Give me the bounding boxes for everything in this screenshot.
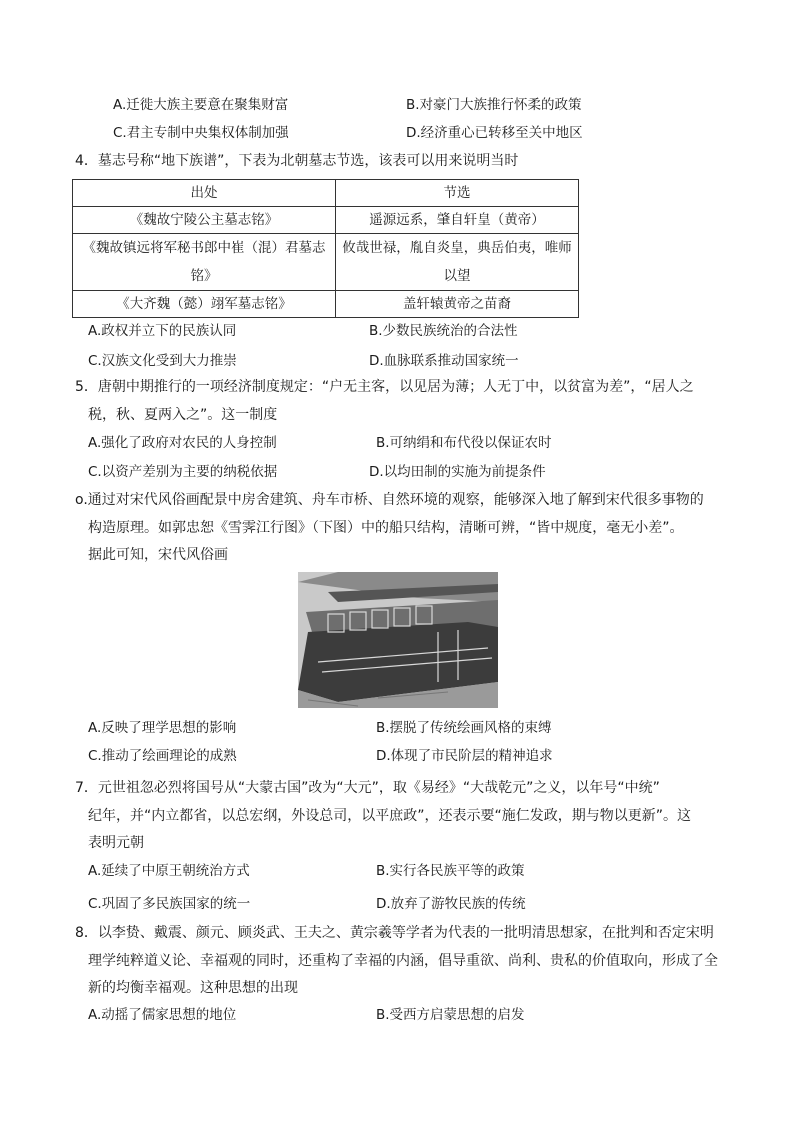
q4-stem: 4．墓志号称“地下族谱”，下表为北朝墓志节选，该表可以用来说明当时	[75, 153, 519, 169]
boat-painting-illustration	[298, 572, 498, 708]
table-header-source: 出处	[73, 180, 336, 207]
q7-stem-line-1: 7．元世祖忽必烈将国号从“大蒙古国”改为“大元”，取《易经》“大哉乾元”之义，以年号“中统”	[75, 780, 660, 796]
q8-stem-line-3: 新的均衡幸福观。这种思想的出现	[88, 980, 298, 996]
q8-stem-line-2: 理学纯粹道义论、幸福观的同时，还重构了幸福的内涵，倡导重欲、尚利、贵私的价值取向，形成了全	[88, 953, 718, 969]
table-cell-source-line-1: 《魏故镇远将军秘书郎中崔（混）君墓志	[82, 240, 326, 256]
q3-option-b: B.对豪门大族推行怀柔的政策	[406, 97, 582, 113]
q6-option-c: C.推动了绘画理论的成熟	[88, 748, 237, 764]
table-cell-excerpt-line-2: 以望	[443, 268, 471, 284]
q7-stem-line-2: 纪年，并“内立都省，以总宏纲，外设总司，以平庶政”，还表示要“施仁发政，期与物以更新”。这	[88, 808, 692, 824]
table-cell-excerpt: 遥源远系，肇自轩皇（黄帝）	[336, 207, 579, 234]
q7-stem-line-3: 表明元朝	[88, 835, 144, 851]
table-cell-source-line-2: 铭》	[190, 268, 218, 284]
q4-option-d: D.血脉联系推动国家统一	[369, 353, 519, 369]
q6-stem-line-3: 据此可知，宋代风俗画	[88, 547, 228, 563]
table-cell-source: 《魏故宁陵公主墓志铭》	[73, 207, 336, 234]
q8-option-a: A.动摇了儒家思想的地位	[88, 1007, 237, 1023]
q8-stem-line-1: 8．以李贽、戴震、颜元、顾炎武、王夫之、黄宗羲等学者为代表的一批明清思想家，在批判和否定宋明	[75, 925, 714, 941]
q4-table	[72, 179, 579, 318]
q7-option-c: C.巩固了多民族国家的统一	[88, 896, 251, 912]
table-row	[73, 207, 579, 234]
table-cell-source	[73, 234, 336, 291]
q4-option-a: A.政权并立下的民族认同	[88, 323, 237, 339]
q6-option-d: D.体现了市民阶层的精神追求	[376, 748, 553, 764]
q5-option-b: B.可纳绢和布代役以保证农时	[376, 435, 552, 451]
q3-option-d: D.经济重心已转移至关中地区	[406, 125, 583, 141]
table-cell-excerpt	[336, 234, 579, 291]
q6-stem-line-1: o.通过对宋代风俗画配景中房舍建筑、舟车市桥、自然环境的观察，能够深入地了解到宋代很多事物的	[75, 492, 704, 508]
q3-option-c: C.君主专制中央集权体制加强	[113, 125, 289, 141]
q6-option-a: A.反映了理学思想的影响	[88, 720, 237, 736]
table-header-excerpt: 节选	[336, 180, 579, 207]
table-cell-excerpt: 盖轩辕黄帝之苗裔	[336, 291, 579, 318]
q6-stem-line-2: 构造原理。如郭忠恕《雪霁江行图》（下图）中的船只结构，清晰可辨，“皆中规度，毫无小差”。	[88, 520, 684, 536]
q7-option-a: A.延续了中原王朝统治方式	[88, 863, 250, 879]
table-row	[73, 291, 579, 318]
q5-stem-line-1: 5．唐朝中期推行的一项经济制度规定：“户无主客，以见居为薄；人无丁中，以贫富为差”，“居人之	[75, 379, 694, 395]
table-cell-excerpt-line-1: 攸哉世禄，胤自炎皇，典岳伯夷，唯师	[342, 240, 572, 256]
q3-option-a: A.迁徙大族主要意在聚集财富	[113, 97, 289, 113]
q5-option-c: C.以资产差别为主要的纳税依据	[88, 464, 278, 480]
boat-painting-image	[298, 572, 498, 708]
table-cell-source: 《大齐魏（懿）翊军墓志铭》	[73, 291, 336, 318]
q8-option-b: B.受西方启蒙思想的启发	[376, 1007, 525, 1023]
q7-option-d: D.放弃了游牧民族的传统	[376, 896, 526, 912]
q4-option-b: B.少数民族统治的合法性	[369, 323, 518, 339]
q4-option-c: C.汉族文化受到大力推崇	[88, 353, 237, 369]
q5-option-d: D.以均田制的实施为前提条件	[369, 464, 546, 480]
q7-option-b: B.实行各民族平等的政策	[376, 863, 525, 879]
q6-option-b: B.摆脱了传统绘画风格的束缚	[376, 720, 552, 736]
q5-option-a: A.强化了政府对农民的人身控制	[88, 435, 277, 451]
table-row	[73, 234, 579, 291]
q5-stem-line-2: 税，秋、夏两入之”。这一制度	[88, 407, 278, 423]
